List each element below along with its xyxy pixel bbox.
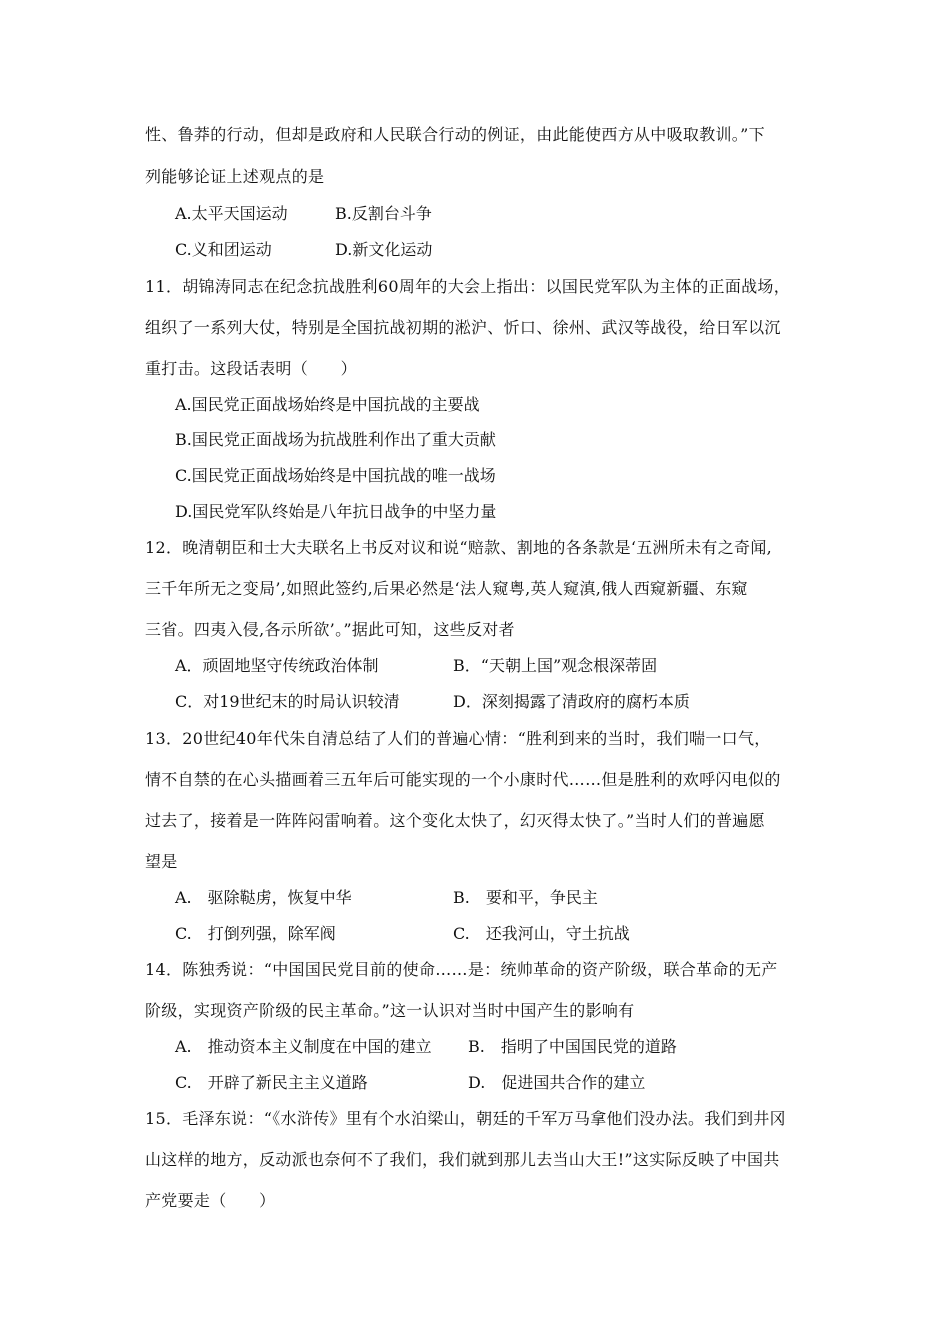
option-c: C.国民党正面战场始终是中国抗战的唯一战场 — [175, 466, 496, 485]
question-12-line: 三千年所无之变局’,如照此签约,后果必然是‘法人窥粤,英人窥滇,俄人西窥新疆、东窥 — [145, 579, 748, 598]
question-13-line: 13．20世纪40年代朱自清总结了人们的普遍心情：“胜利到来的当时，我们喘一口气， — [145, 729, 771, 748]
question-15-line: 产党要走（ ） — [145, 1191, 276, 1210]
option-a: A．顽固地坚守传统政治体制 — [175, 656, 379, 675]
question-12-line: 三省。四夷入侵,各示所欲’。”据此可知，这些反对者 — [145, 620, 515, 639]
option-c: C. 打倒列强，除军阀 — [175, 924, 336, 943]
question-11-line: 11．胡锦涛同志在纪念抗战胜利60周年的大会上指出：以国民党军队为主体的正面战场， — [145, 277, 791, 296]
question-13-line: 望是 — [145, 852, 178, 871]
option-c: C. 开辟了新民主主义道路 — [175, 1073, 368, 1092]
option-c: C.义和团运动 — [175, 240, 272, 259]
option-c: C．对19世纪末的时局认识较清 — [175, 692, 400, 711]
option-b: B.国民党正面战场为抗战胜利作出了重大贡献 — [175, 430, 496, 449]
option-b: B. 要和平，争民主 — [453, 888, 598, 907]
question-13-line: 情不自禁的在心头描画着三五年后可能实现的一个小康时代……但是胜利的欢呼闪电似的 — [145, 770, 781, 789]
question-15-line: 15．毛泽东说：“《水浒传》里有个水泊梁山，朝廷的千军万马拿他们没办法。我们到井冈 — [145, 1109, 786, 1128]
option-b: B.反割台斗争 — [335, 204, 432, 223]
question-text-line: 性、鲁莽的行动，但却是政府和人民联合行动的例证，由此能使西方从中吸取教训。”下 — [145, 125, 765, 144]
option-a: A. 驱除鞑虏，恢复中华 — [175, 888, 352, 907]
option-a: A.太平天国运动 — [175, 204, 288, 223]
question-11-line: 重打击。这段话表明（ ） — [145, 359, 357, 378]
question-15-line: 山这样的地方，反动派也奈何不了我们，我们就到那儿去当山大王!”这实际反映了中国共 — [145, 1150, 780, 1169]
question-13-line: 过去了，接着是一阵阵闷雷响着。这个变化太快了，幻灭得太快了。”当时人们的普遍愿 — [145, 811, 765, 830]
option-b: B．“天朝上国”观念根深蒂固 — [453, 656, 658, 675]
question-11-line: 组织了一系列大仗，特别是全国抗战初期的淞沪、忻口、徐州、武汉等战役，给日军以沉 — [145, 318, 781, 337]
option-d: D.国民党军队终始是八年抗日战争的中坚力量 — [175, 502, 497, 521]
option-a: A. 推动资本主义制度在中国的建立 — [175, 1037, 432, 1056]
question-14-line: 阶级，实现资产阶级的民主革命。”这一认识对当时中国产生的影响有 — [145, 1001, 635, 1020]
question-text-line: 列能够论证上述观点的是 — [145, 167, 325, 186]
option-d: D．深刻揭露了清政府的腐朽本质 — [453, 692, 690, 711]
option-b: B. 指明了中国国民党的道路 — [468, 1037, 677, 1056]
option-d: C. 还我河山，守土抗战 — [453, 924, 630, 943]
option-a: A.国民党正面战场始终是中国抗战的主要战 — [175, 395, 480, 414]
question-12-line: 12．晚清朝臣和士大夫联名上书反对议和说“赔款、割地的各条款是‘五洲所未有之奇闻, — [145, 538, 773, 557]
option-d: D.新文化运动 — [335, 240, 433, 259]
option-d: D. 促进国共合作的建立 — [468, 1073, 646, 1092]
question-14-line: 14．陈独秀说：“中国国民党目前的使命……是：统帅革命的资产阶级，联合革命的无产 — [145, 960, 778, 979]
